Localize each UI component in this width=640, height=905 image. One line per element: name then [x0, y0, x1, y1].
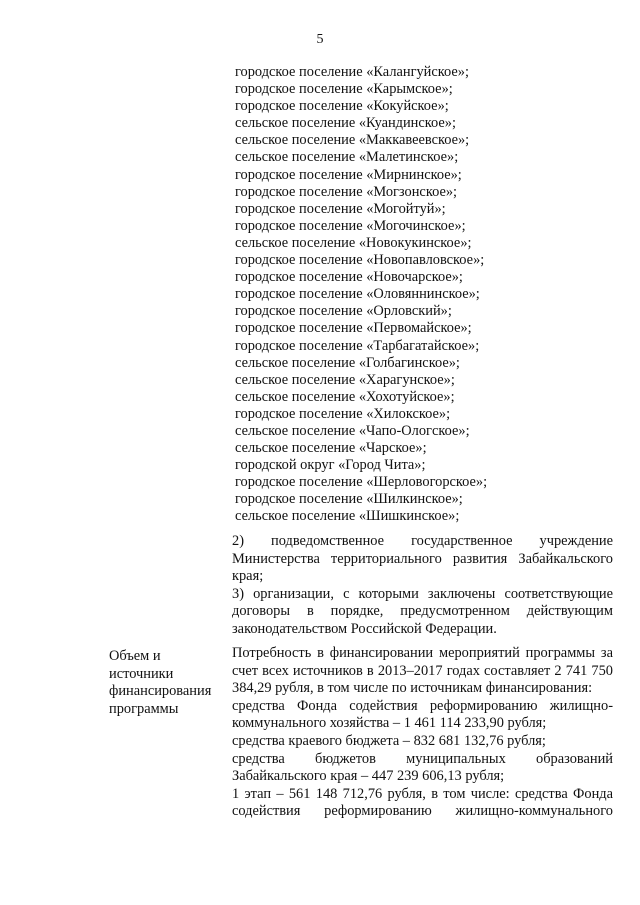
settlement-item: городское поселение «Тарбагатайское»;	[235, 337, 480, 354]
settlement-item: сельское поселение «Голбагинское»;	[235, 354, 460, 371]
settlement-item: городское поселение «Карымское»;	[235, 81, 453, 98]
label-line: финансирования	[109, 683, 212, 699]
settlement-item: сельское поселение «Харагунское»;	[235, 371, 455, 388]
page-number: 5	[316, 32, 324, 47]
regional-budget-paragraph: средства краевого бюджета – 832 681 132,76 рубля;	[232, 732, 546, 749]
numbered-item-3: 3) организации, с которыми заключены соответствующие договоры в порядке, предусмотренном действующим законодательством Российской Федерации.	[232, 585, 613, 637]
settlement-item: городское поселение «Кокуйское»;	[235, 98, 449, 115]
settlement-item: сельское поселение «Новокукинское»;	[235, 234, 472, 251]
settlement-item: городской округ «Город Чита»;	[235, 457, 426, 474]
settlement-item: городское поселение «Хилокское»;	[235, 405, 451, 422]
settlement-item: городское поселение «Первомайское»;	[235, 320, 472, 337]
fund-source-paragraph: средства Фонда содействия реформированию жилищно-коммунального хозяйства – 1 461 114 233,90 рубля;	[232, 697, 613, 732]
settlement-item: городское поселение «Шерловогорское»;	[235, 474, 488, 491]
settlement-item: сельское поселение «Малетинское»;	[235, 149, 459, 166]
settlement-item: городское поселение «Мирнинское»;	[235, 166, 462, 183]
settlement-item: городское поселение «Могочинское»;	[235, 217, 466, 234]
label-line: Объем и	[109, 648, 161, 664]
settlement-item: городское поселение «Могзонское»;	[235, 183, 458, 200]
numbered-items	[232, 533, 613, 638]
settlement-item: городское поселение «Могойтуй»;	[235, 200, 446, 217]
settlement-item: сельское поселение «Чапо-Ологское»;	[235, 422, 470, 439]
settlement-item: городское поселение «Калангуйское»;	[235, 64, 469, 80]
label-line: источники	[109, 665, 174, 682]
settlement-item: сельское поселение «Маккавеевское»;	[235, 132, 470, 149]
settlement-item: городское поселение «Оловяннинское»;	[235, 286, 480, 303]
financing-section-label	[109, 648, 221, 718]
financing-total-paragraph: Потребность в финансировании мероприятий программы за счет всех источников в 2013–2017 годах составляет 2 741 750 384,29 рубля, в том числе по источникам финансирования:	[232, 645, 613, 697]
settlement-item: сельское поселение «Хохотуйское»;	[235, 388, 455, 405]
label-line: программы	[109, 700, 179, 717]
settlement-item: городское поселение «Новопавловское»;	[235, 252, 485, 269]
financing-text	[232, 645, 613, 821]
settlement-item: сельское поселение «Шишкинское»;	[235, 508, 460, 525]
settlement-item: сельское поселение «Чарское»;	[235, 440, 427, 457]
settlement-list	[235, 64, 615, 526]
settlement-item: городское поселение «Орловский»;	[235, 303, 452, 320]
settlement-item: сельское поселение «Куандинское»;	[235, 115, 456, 132]
stage-1-paragraph: 1 этап – 561 148 712,76 рубля, в том числе: средства Фонда содействия реформированию жилищно-коммунального	[232, 785, 613, 820]
municipal-budget-paragraph: средства бюджетов муниципальных образований Забайкальского края – 447 239 606,13 рубля;	[232, 750, 613, 785]
settlement-item: городское поселение «Шилкинское»;	[235, 491, 463, 508]
numbered-item-2: 2) подведомственное государственное учреждение Министерства территориального развития Забайкальского края;	[232, 533, 613, 584]
settlement-item: городское поселение «Новочарское»;	[235, 269, 463, 286]
